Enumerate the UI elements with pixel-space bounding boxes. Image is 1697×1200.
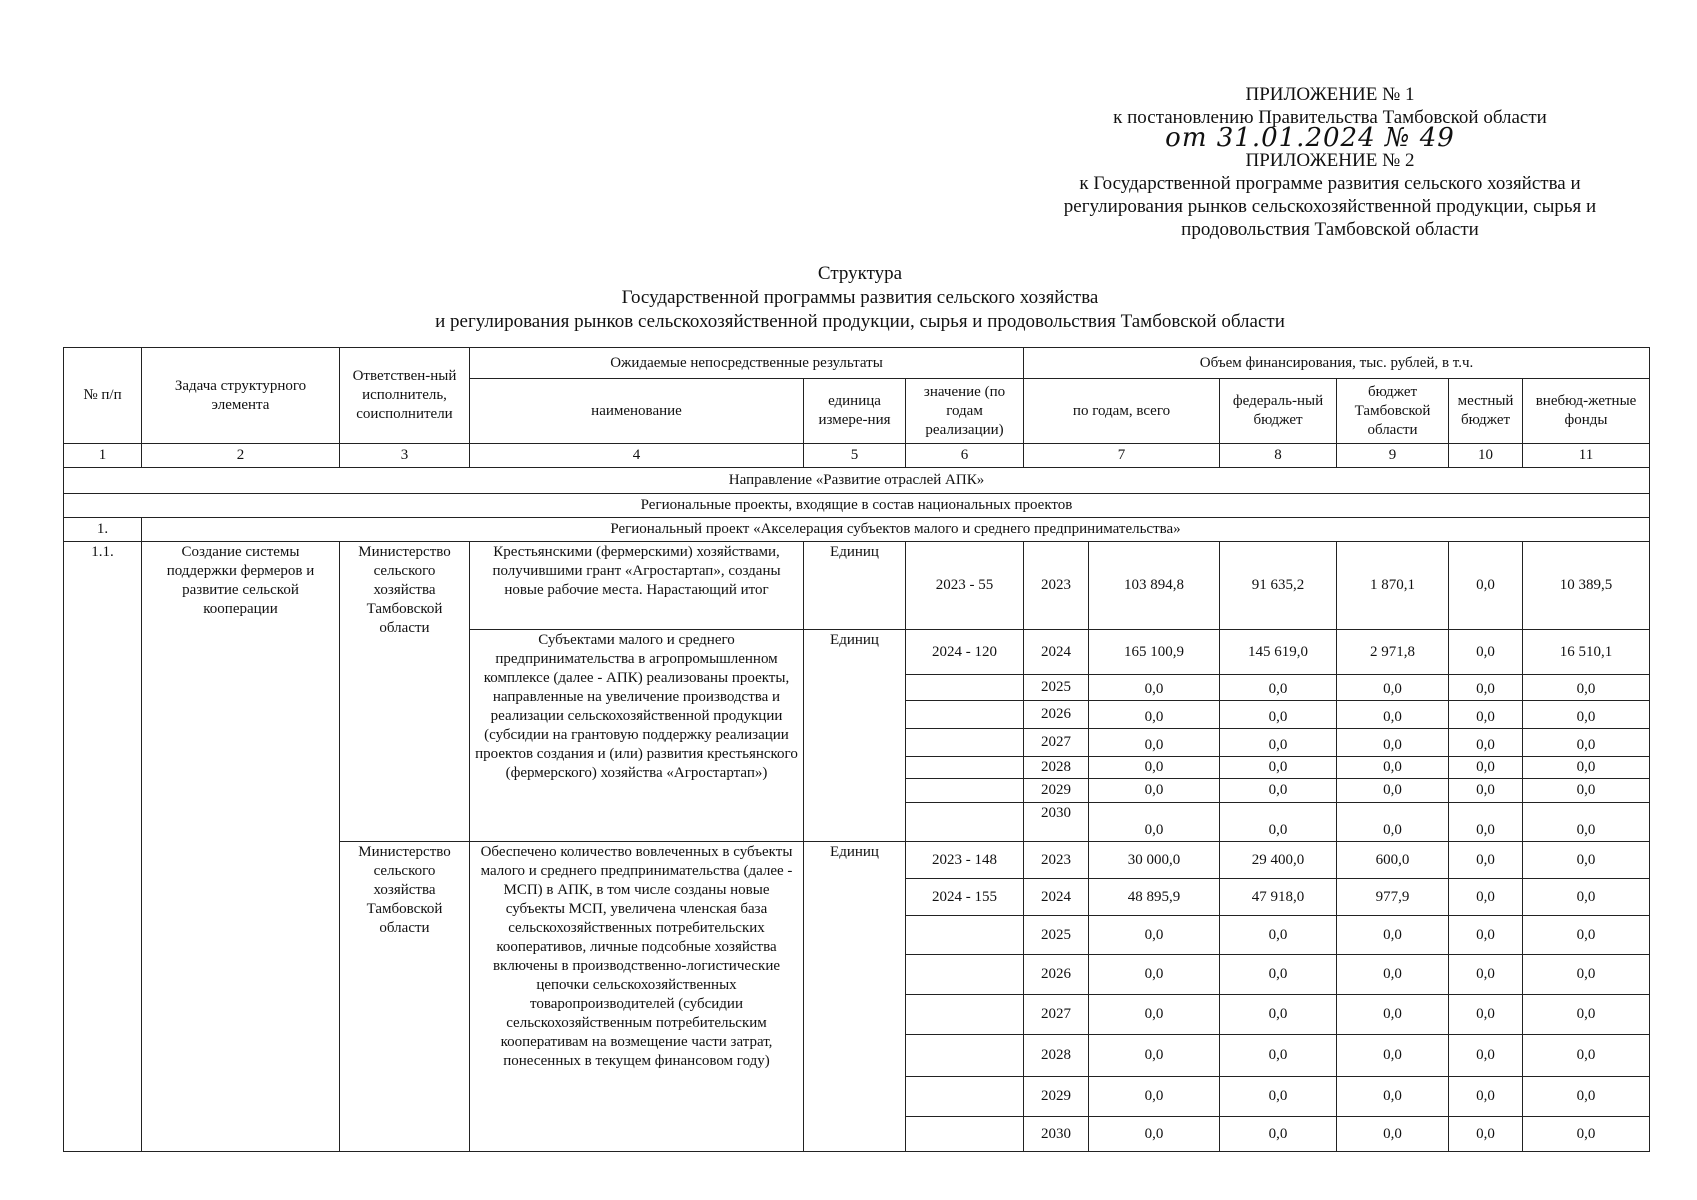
fin-offbudget: 0,0: [1523, 842, 1650, 879]
col-num: 10: [1449, 444, 1523, 468]
fin-local: 0,0: [1449, 675, 1523, 701]
col-num: 1: [64, 444, 142, 468]
col-num: 6: [906, 444, 1024, 468]
fin-year: 2028: [1024, 757, 1089, 779]
col-num: 9: [1337, 444, 1449, 468]
fin-federal: 0,0: [1220, 1117, 1337, 1152]
resolution-line: к постановлению Правительства Тамбовской области: [1113, 107, 1547, 128]
header-num: № п/п: [64, 348, 142, 444]
fin-year: 2023: [1024, 542, 1089, 630]
header-unit: единица измере-ния: [804, 379, 906, 444]
fin-total: 0,0: [1089, 757, 1220, 779]
col-num: 2: [142, 444, 340, 468]
document-title: [330, 262, 1390, 334]
fin-federal: 0,0: [1220, 701, 1337, 729]
result-1-value: 2023 - 55: [906, 542, 1024, 630]
fin-federal: 91 635,2: [1220, 542, 1337, 630]
result-2-name: Субъектами малого и среднего предпринимательства в агропромышленном комплексе (далее - АПК) реализованы проекты, направленные на увеличение производства и реализации сельскохозяйственной продукции (субсидии на грантовую поддержку реализации проектов создания и (или) развития крестьянского (фермерского) хозяйства «Агростартап»): [470, 630, 804, 842]
fin-total: 30 000,0: [1089, 842, 1220, 879]
fin-local: 0,0: [1449, 803, 1523, 842]
fin-offbudget: 0,0: [1523, 779, 1650, 803]
fin-local: 0,0: [1449, 630, 1523, 675]
appendix-1-label: ПРИЛОЖЕНИЕ № 1: [1245, 84, 1415, 105]
fin-regional: 2 971,8: [1337, 630, 1449, 675]
result-1-name: Крестьянскими (фермерскими) хозяйствами, получившими грант «Агростартап», созданы новые рабочие места. Нарастающий итог: [470, 542, 804, 630]
result-3-name: Обеспечено количество вовлеченных в субъекты малого и среднего предпринимательства (далее - МСП) в АПК, в том числе созданы новые субъекты МСП, увеличена членская база сельскохозяйственных потребительских кооперативов, личные подсобные хозяйства включены в производственно-логистические цепочки сельскохозяйственных товаропроизводителей (субсидии сельскохозяйственным потребительским кооперативам на возмещение части затрат, понесенных в текущем финансовом году): [470, 842, 804, 1152]
fin-federal: 0,0: [1220, 955, 1337, 995]
fin-federal: 0,0: [1220, 757, 1337, 779]
column-number-row: [64, 444, 1650, 468]
fin-offbudget: 0,0: [1523, 675, 1650, 701]
fin-total: 48 895,9: [1089, 879, 1220, 916]
header-task: Задача структурного элемента: [142, 348, 340, 444]
fin-year: 2025: [1024, 916, 1089, 955]
fin-local: 0,0: [1449, 879, 1523, 916]
result-2-unit: Единиц: [804, 630, 906, 842]
fin-local: 0,0: [1449, 955, 1523, 995]
task-name: Создание системы поддержки фермеров и развитие сельской кооперации: [142, 542, 340, 1152]
fin-offbudget: 0,0: [1523, 879, 1650, 916]
fin-local: 0,0: [1449, 995, 1523, 1035]
program-line-2: регулирования рынков сельскохозяйственной продукции, сырья и: [1063, 196, 1597, 217]
fin-total: 103 894,8: [1089, 542, 1220, 630]
fin-federal: 0,0: [1220, 1077, 1337, 1117]
col-num: 7: [1024, 444, 1220, 468]
header-value: значение (по годам реализации): [906, 379, 1024, 444]
fin-regional: 0,0: [1337, 955, 1449, 995]
fin-regional: 0,0: [1337, 995, 1449, 1035]
fin-regional: 0,0: [1337, 1035, 1449, 1077]
fin-total: 0,0: [1089, 955, 1220, 995]
col-num: 11: [1523, 444, 1650, 468]
fin-regional: 0,0: [1337, 729, 1449, 757]
fin-offbudget: 0,0: [1523, 1035, 1650, 1077]
fin-year: 2023: [1024, 842, 1089, 879]
fin-local: 0,0: [1449, 1077, 1523, 1117]
fin-federal: 29 400,0: [1220, 842, 1337, 879]
fin-year: 2025: [1024, 675, 1089, 701]
fin-local: 0,0: [1449, 1035, 1523, 1077]
fin-regional: 0,0: [1337, 779, 1449, 803]
value-empty: [906, 955, 1024, 995]
title-line-1: Структура: [817, 263, 903, 284]
fin-regional: 0,0: [1337, 701, 1449, 729]
fin-local: 0,0: [1449, 701, 1523, 729]
project-number: 1.: [64, 518, 142, 542]
fin-offbudget: 0,0: [1523, 701, 1650, 729]
fin-total: 0,0: [1089, 1117, 1220, 1152]
value-empty: [906, 757, 1024, 779]
result-3-value: 2023 - 148: [906, 842, 1024, 879]
direction-row: Направление «Развитие отраслей АПК»: [64, 468, 1650, 494]
fin-federal: 0,0: [1220, 729, 1337, 757]
result-2-value: 2024 - 120: [906, 630, 1024, 675]
fin-federal: 0,0: [1220, 803, 1337, 842]
fin-local: 0,0: [1449, 757, 1523, 779]
value-empty: [906, 1035, 1024, 1077]
structure-table: [63, 347, 1650, 1152]
fin-offbudget: 10 389,5: [1523, 542, 1650, 630]
fin-offbudget: 0,0: [1523, 729, 1650, 757]
fin-federal: 145 619,0: [1220, 630, 1337, 675]
title-line-3: и регулирования рынков сельскохозяйственной продукции, сырья и продовольствия Тамбовской области: [435, 311, 1285, 332]
header-offbudget: внебюд-жетные фонды: [1523, 379, 1650, 444]
result-3-value: 2024 - 155: [906, 879, 1024, 916]
appendix-2-label: ПРИЛОЖЕНИЕ № 2: [1245, 150, 1415, 171]
value-empty: [906, 729, 1024, 757]
header-name: наименование: [470, 379, 804, 444]
fin-regional: 977,9: [1337, 879, 1449, 916]
value-empty: [906, 675, 1024, 701]
fin-year: 2027: [1024, 729, 1089, 757]
fin-offbudget: 0,0: [1523, 995, 1650, 1035]
fin-total: 0,0: [1089, 995, 1220, 1035]
fin-local: 0,0: [1449, 779, 1523, 803]
result-1-unit: Единиц: [804, 542, 906, 630]
header-regional: бюджет Тамбовской области: [1337, 379, 1449, 444]
fin-offbudget: 0,0: [1523, 1117, 1650, 1152]
col-num: 3: [340, 444, 470, 468]
fin-federal: 0,0: [1220, 995, 1337, 1035]
fin-local: 0,0: [1449, 842, 1523, 879]
fin-total: 0,0: [1089, 1035, 1220, 1077]
header-local: местный бюджет: [1449, 379, 1523, 444]
fin-year: 2029: [1024, 1077, 1089, 1117]
fin-total: 0,0: [1089, 779, 1220, 803]
title-line-2: Государственной программы развития сельского хозяйства: [621, 287, 1099, 308]
value-empty: [906, 1117, 1024, 1152]
project-name: Региональный проект «Акселерация субъектов малого и среднего предпринимательства»: [142, 518, 1650, 542]
fin-year: 2030: [1024, 1117, 1089, 1152]
fin-total: 0,0: [1089, 916, 1220, 955]
fin-total: 0,0: [1089, 701, 1220, 729]
fin-regional: 0,0: [1337, 675, 1449, 701]
program-line-1: к Государственной программе развития сельского хозяйства и: [1079, 173, 1581, 194]
fin-year: 2024: [1024, 879, 1089, 916]
fin-regional: 600,0: [1337, 842, 1449, 879]
fin-offbudget: 0,0: [1523, 803, 1650, 842]
responsible-2: Министерство сельского хозяйства Тамбовской области: [340, 842, 470, 1152]
col-num: 4: [470, 444, 804, 468]
header-results: Ожидаемые непосредственные результаты: [470, 348, 1024, 379]
responsible-1: Министерство сельского хозяйства Тамбовской области: [340, 542, 470, 842]
fin-offbudget: 0,0: [1523, 757, 1650, 779]
header-federal: федераль-ный бюджет: [1220, 379, 1337, 444]
fin-regional: 0,0: [1337, 916, 1449, 955]
value-empty: [906, 916, 1024, 955]
fin-regional: 1 870,1: [1337, 542, 1449, 630]
value-empty: [906, 995, 1024, 1035]
header-by-year: по годам, всего: [1024, 379, 1220, 444]
fin-offbudget: 0,0: [1523, 955, 1650, 995]
fin-federal: 0,0: [1220, 779, 1337, 803]
fin-local: 0,0: [1449, 1117, 1523, 1152]
fin-federal: 0,0: [1220, 675, 1337, 701]
fin-year: 2028: [1024, 1035, 1089, 1077]
fin-year: 2030: [1024, 803, 1089, 842]
program-line-3: продовольствия Тамбовской области: [1181, 219, 1479, 240]
fin-local: 0,0: [1449, 542, 1523, 630]
fin-year: 2026: [1024, 701, 1089, 729]
fin-total: 0,0: [1089, 729, 1220, 757]
regional-projects-row: Региональные проекты, входящие в состав национальных проектов: [64, 494, 1650, 518]
fin-federal: 47 918,0: [1220, 879, 1337, 916]
fin-offbudget: 16 510,1: [1523, 630, 1650, 675]
fin-local: 0,0: [1449, 916, 1523, 955]
fin-total: 165 100,9: [1089, 630, 1220, 675]
fin-offbudget: 0,0: [1523, 1077, 1650, 1117]
fin-local: 0,0: [1449, 729, 1523, 757]
value-empty: [906, 803, 1024, 842]
fin-federal: 0,0: [1220, 1035, 1337, 1077]
fin-regional: 0,0: [1337, 1117, 1449, 1152]
fin-federal: 0,0: [1220, 916, 1337, 955]
fin-total: 0,0: [1089, 803, 1220, 842]
fin-regional: 0,0: [1337, 757, 1449, 779]
value-empty: [906, 1077, 1024, 1117]
col-num: 8: [1220, 444, 1337, 468]
col-num: 5: [804, 444, 906, 468]
value-empty: [906, 779, 1024, 803]
handwritten-signature: от 31.01.2024 № 49: [1165, 123, 1455, 153]
result-3-unit: Единиц: [804, 842, 906, 1152]
header-responsible: Ответствен-ный исполнитель, соисполнители: [340, 348, 470, 444]
fin-total: 0,0: [1089, 1077, 1220, 1117]
value-empty: [906, 701, 1024, 729]
fin-offbudget: 0,0: [1523, 916, 1650, 955]
fin-year: 2026: [1024, 955, 1089, 995]
fin-year: 2024: [1024, 630, 1089, 675]
header-block: [1030, 83, 1630, 241]
task-number: 1.1.: [64, 542, 142, 1152]
fin-year: 2029: [1024, 779, 1089, 803]
fin-year: 2027: [1024, 995, 1089, 1035]
fin-regional: 0,0: [1337, 803, 1449, 842]
fin-regional: 0,0: [1337, 1077, 1449, 1117]
fin-total: 0,0: [1089, 675, 1220, 701]
header-funding: Объем финансирования, тыс. рублей, в т.ч.: [1024, 348, 1650, 379]
